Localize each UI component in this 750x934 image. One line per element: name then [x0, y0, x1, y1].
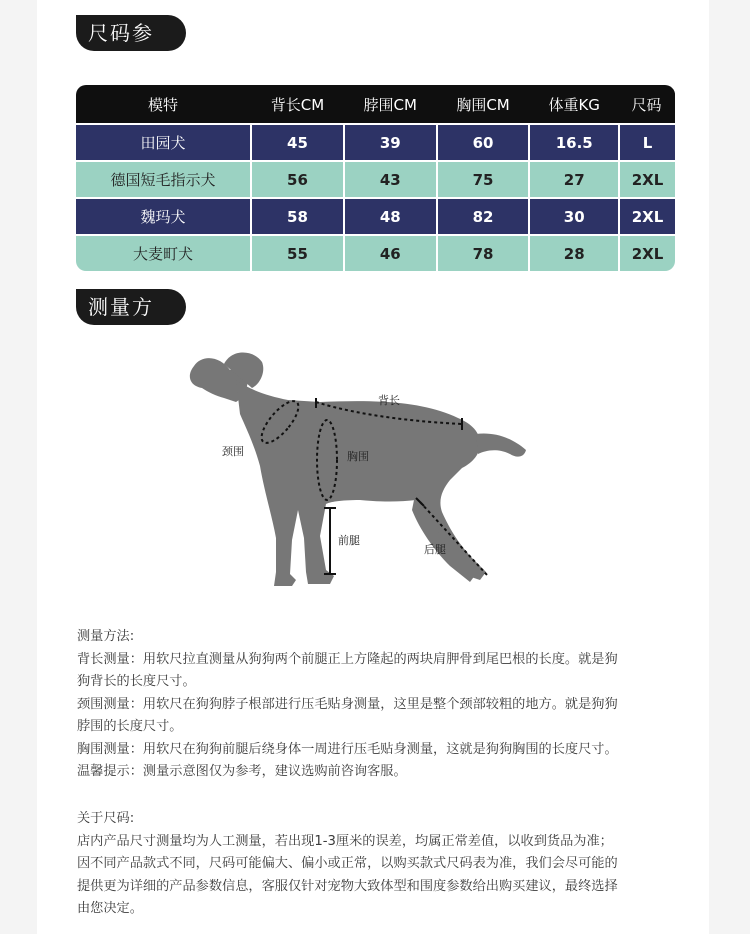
table-row	[76, 234, 675, 271]
dog-measure-diagram	[180, 340, 540, 610]
table-row	[76, 197, 675, 234]
cell-size: 2XL	[620, 160, 675, 197]
about-title: 关于尺码:	[77, 811, 135, 826]
cell-chest: 60	[438, 123, 531, 160]
size-reference-title: 尺码参考	[76, 15, 186, 51]
cell-weight: 30	[530, 197, 620, 234]
about-line: 提供更为详细的产品参数信息，客服仅针对宠物大致体型和围度参数给出购买建议，最终选择	[77, 878, 618, 894]
cell-back-length: 45	[252, 123, 345, 160]
cell-chest: 82	[438, 197, 531, 234]
measure-method-text	[77, 626, 677, 784]
cell-neck: 46	[345, 234, 438, 271]
chest-label: 胸围	[347, 450, 369, 463]
method-line: 狗背长的长度尺寸。	[77, 674, 196, 689]
cell-size: L	[620, 123, 675, 160]
cell-size: 2XL	[620, 197, 675, 234]
method-line: 温馨提示：测量示意图仅为参考，建议选购前咨询客服。	[77, 764, 407, 779]
cell-size: 2XL	[620, 234, 675, 271]
measure-method-title: 测量方法	[76, 289, 186, 325]
neck-label: 颈围	[222, 445, 244, 458]
cell-weight: 28	[530, 234, 620, 271]
cell-weight: 27	[530, 160, 620, 197]
col-model: 模特	[76, 85, 252, 123]
method-line: 颈围测量：用软尺在狗狗脖子根部进行压毛贴身测量，这里是整个颈部较粗的地方。就是狗狗	[77, 696, 618, 712]
cell-back-length: 56	[252, 160, 345, 197]
cell-neck: 43	[345, 160, 438, 197]
cell-model: 大麦町犬	[76, 234, 252, 271]
col-weight: 体重KG	[530, 85, 620, 123]
method-line: 脖围的长度尺寸。	[77, 719, 183, 734]
table-row	[76, 160, 675, 197]
about-line: 店内产品尺寸测量均为人工测量，若出现1-3厘米的误差，均属正常差值，以收到货品为准；	[77, 833, 613, 849]
cell-back-length: 55	[252, 234, 345, 271]
dog-silhouette	[180, 340, 540, 610]
back-length-label: 背长	[378, 394, 400, 407]
size-table	[76, 85, 675, 271]
col-chest: 胸围CM	[438, 85, 531, 123]
method-line: 胸围测量：用软尺在狗狗前腿后绕身体一周进行压毛贴身测量，这就是狗狗胸围的长度尺寸。	[77, 741, 618, 757]
hind-leg-label: 后腿	[424, 543, 446, 556]
cell-back-length: 58	[252, 197, 345, 234]
about-line: 由您决定。	[77, 901, 143, 916]
col-neck: 脖围CM	[345, 85, 438, 123]
cell-model: 魏玛犬	[76, 197, 252, 234]
cell-chest: 75	[438, 160, 531, 197]
cell-model: 德国短毛指示犬	[76, 160, 252, 197]
method-line: 背长测量：用软尺拉直测量从狗狗两个前腿正上方隆起的两块肩胛骨到尾巴根的长度。就是狗	[77, 651, 618, 667]
about-line: 因不同产品款式不同，尺码可能偏大、偏小或正常，以购买款式尺码表为准，我们会尽可能的	[77, 856, 618, 871]
front-leg-label: 前腿	[338, 534, 360, 547]
size-table-header	[76, 85, 675, 123]
cell-neck: 48	[345, 197, 438, 234]
cell-model: 田园犬	[76, 123, 252, 160]
method-title: 测量方法:	[77, 629, 135, 644]
table-row	[76, 123, 675, 160]
col-back-length: 背长CM	[252, 85, 345, 123]
col-size: 尺码	[620, 85, 675, 123]
about-size-text	[77, 808, 677, 921]
cell-weight: 16.5	[530, 123, 620, 160]
cell-neck: 39	[345, 123, 438, 160]
cell-chest: 78	[438, 234, 531, 271]
